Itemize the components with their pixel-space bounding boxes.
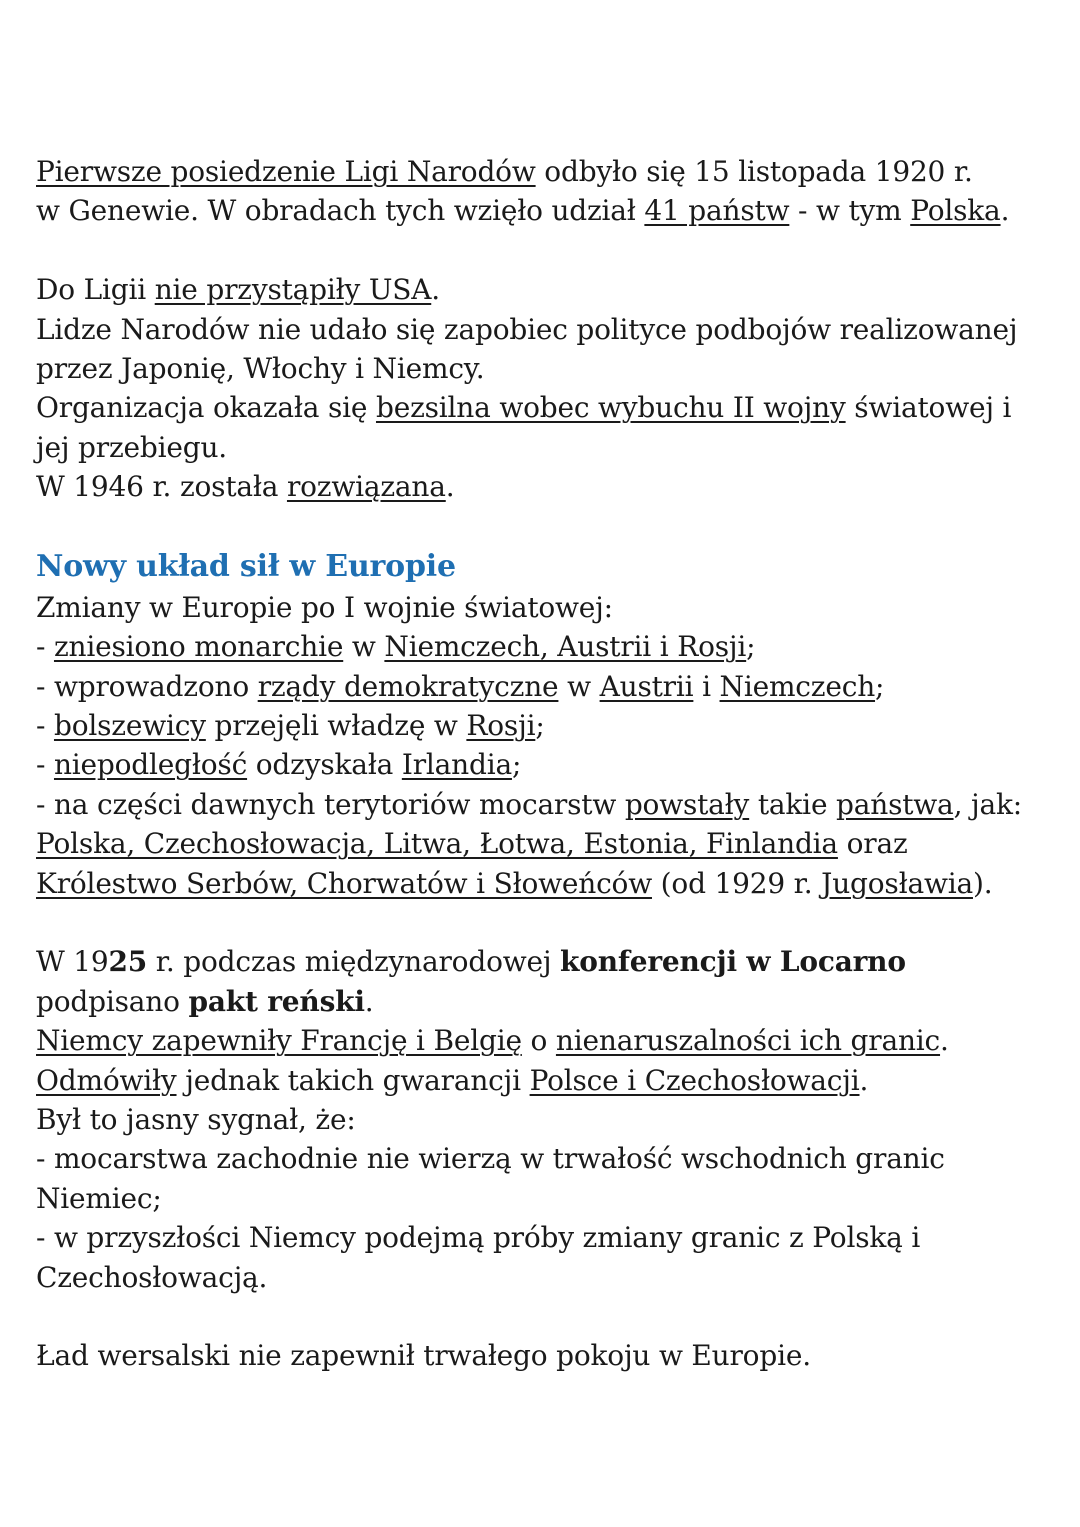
text-line xyxy=(36,388,1046,427)
text-run: w Genewie. W obradach tych wzięło udział xyxy=(36,194,645,228)
underlined-text: nienaruszalności ich granic xyxy=(555,1024,941,1058)
underlined-text: nie przystąpiły USA xyxy=(154,273,432,307)
underlined-text: bolszewicy xyxy=(53,709,206,743)
bullet-item xyxy=(36,667,1046,706)
text-run: Do Ligii xyxy=(36,273,155,307)
text-run: - xyxy=(36,748,54,782)
text-line: Czechosłowacją. xyxy=(36,1260,268,1294)
text-run: W 1946 r. została xyxy=(36,470,287,504)
text-line: jej przebiegu. xyxy=(36,430,227,464)
text-line xyxy=(36,1061,1046,1100)
text-run: w xyxy=(343,630,385,664)
bullet-item xyxy=(36,627,1046,666)
underlined-text: Niemczech xyxy=(719,669,876,703)
text-run: w xyxy=(558,669,600,703)
underlined-text: Polska xyxy=(910,194,1001,228)
paragraph-league-first-session xyxy=(36,152,1046,231)
text-run: o xyxy=(521,1024,556,1058)
text-run: . xyxy=(859,1063,869,1097)
underlined-text: Polsce i Czechosłowacji xyxy=(529,1063,860,1097)
section-heading: Nowy układ sił w Europie xyxy=(36,548,456,584)
text-run: jednak takich gwarancji xyxy=(176,1063,530,1097)
text-line: Był to jasny sygnał, że: xyxy=(36,1102,356,1136)
text-run: Organizacja okazała się xyxy=(36,391,376,425)
text-line xyxy=(36,1021,1046,1060)
underlined-text: Pierwsze posiedzenie Ligi Narodów xyxy=(36,155,536,188)
text-run: - xyxy=(36,709,54,743)
underlined-text: rządy demokratyczne xyxy=(257,669,559,703)
text-line xyxy=(36,191,1046,230)
text-line: Ład wersalski nie zapewnił trwałego pokoju w Europie. xyxy=(36,1339,811,1373)
text-run: - na części dawnych terytoriów mocarstw xyxy=(36,787,625,821)
text-run: podpisano xyxy=(36,984,189,1018)
text-run: odzyskała xyxy=(247,748,402,782)
underlined-text: zniesiono monarchie xyxy=(53,630,344,664)
section-new-balance-of-power xyxy=(36,546,1046,903)
text-line xyxy=(36,467,1046,506)
paragraph-gap xyxy=(36,1297,1046,1336)
text-run: takie xyxy=(749,787,837,821)
underlined-text: bezsilna wobec wybuchu II wojny xyxy=(375,391,846,425)
paragraph-gap xyxy=(36,903,1046,942)
text-line xyxy=(36,942,1046,981)
underlined-text: Jugosławia xyxy=(821,866,973,900)
text-run: . xyxy=(1000,194,1010,228)
underlined-text: Królestwo Serbów, Chorwatów i Słoweńców xyxy=(36,866,652,900)
bullet-item xyxy=(36,785,1046,824)
paragraph-locarno xyxy=(36,942,1046,1297)
document-page xyxy=(36,152,1046,1376)
text-line: Niemiec; xyxy=(36,1181,162,1215)
underlined-text: Niemczech, Austrii i Rosji xyxy=(384,630,747,664)
text-run: i xyxy=(693,669,720,703)
bullet-item: - w przyszłości Niemcy podejmą próby zmiany granic z Polską i xyxy=(36,1221,921,1255)
text-run: W 19 xyxy=(36,945,109,979)
text-line xyxy=(36,152,1046,191)
bold-text: konferencji w Locarno xyxy=(560,945,906,979)
paragraph-conclusion xyxy=(36,1336,1046,1375)
paragraph-gap xyxy=(36,507,1046,546)
bullet-item: - mocarstwa zachodnie nie wierzą w trwałość wschodnich granic xyxy=(36,1142,945,1176)
text-run: . xyxy=(940,1024,949,1058)
text-line xyxy=(36,824,1046,863)
underlined-text: niepodległość xyxy=(53,748,248,782)
text-line: Lidze Narodów nie udało się zapobiec polityce podbojów realizowanej xyxy=(36,312,1018,346)
text-run: . xyxy=(445,470,455,504)
text-line xyxy=(36,982,1046,1021)
text-run: - w tym xyxy=(789,194,911,228)
text-run: ; xyxy=(746,630,756,664)
text-run: (od 1929 r. xyxy=(651,866,822,900)
underlined-text: Niemcy zapewniły Francję i Belgię xyxy=(36,1024,522,1058)
underlined-text: Austrii xyxy=(599,669,694,703)
text-line: przez Japonię, Włochy i Niemcy. xyxy=(36,351,485,385)
text-run: r. podczas międzynarodowej xyxy=(147,945,561,979)
text-run: przejęli władzę w xyxy=(205,709,467,743)
paragraph-league-failure xyxy=(36,270,1046,506)
bold-text: pakt reński xyxy=(188,984,365,1018)
underlined-text: państwa xyxy=(836,787,954,821)
text-run: ). xyxy=(972,866,993,900)
underlined-text: Polska, Czechosłowacja, Litwa, Łotwa, Estonia, Finlandia xyxy=(36,827,838,861)
underlined-text: rozwiązana xyxy=(286,470,446,504)
underlined-text: Irlandia xyxy=(401,748,512,782)
text-run: , jak: xyxy=(953,787,1022,821)
text-run: ; xyxy=(875,669,885,703)
underlined-text: Odmówiły xyxy=(36,1063,177,1097)
text-run: ; xyxy=(511,748,522,782)
text-line: Zmiany w Europie po I wojnie światowej: xyxy=(36,590,613,624)
text-run: - wprowadzono xyxy=(36,669,258,703)
bold-text: 25 xyxy=(108,945,148,979)
bullet-item xyxy=(36,745,1046,784)
text-run: światowej i xyxy=(845,391,1012,425)
paragraph-gap xyxy=(36,231,1046,270)
bullet-item xyxy=(36,706,1046,745)
text-run: - xyxy=(36,630,54,664)
underlined-text: powstały xyxy=(624,787,750,821)
text-run: . xyxy=(364,984,374,1018)
underlined-text: Rosji xyxy=(466,709,536,743)
text-line xyxy=(36,270,1046,309)
text-run: . xyxy=(431,273,440,307)
underlined-text: 41 państw xyxy=(644,194,790,228)
text-line xyxy=(36,864,1046,903)
text-run: odbyło się 15 listopada 1920 r. xyxy=(535,155,973,188)
text-run: ; xyxy=(535,709,545,743)
text-run: oraz xyxy=(837,827,908,861)
